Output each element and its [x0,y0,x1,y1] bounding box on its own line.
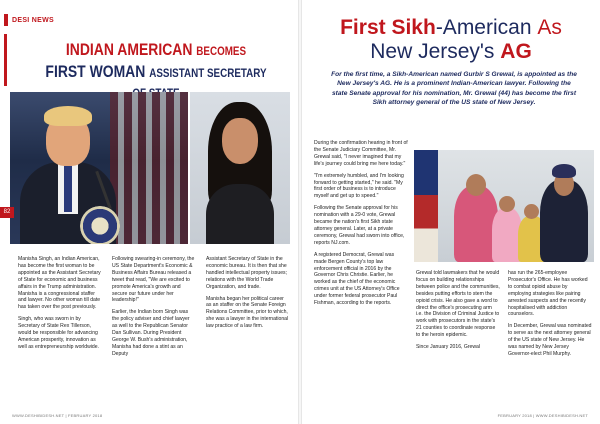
paragraph: Following swearing-in ceremony, the US State Department's Economic & Business Affairs Bureau released a tweet that read, "We are excited to promote America's growth and secure our future under her leadership!" [112,256,195,304]
flag-background [110,92,188,244]
hair-shape [44,106,92,126]
paragraph: A registered Democrat, Grewal was made Bergen County's top law enforcement official in 2016 by the Governor Chris Christie. Earlier, he worked as the chief of the economic crimes unit at the US Attorney's Office under former federal prosecutor Paul Fishman, according to the reports. [314,251,400,307]
grewal-family-photo [414,150,594,262]
face-shape [222,118,258,164]
clothing-shape [206,184,274,244]
left-page [0,0,298,424]
left-column-2 [112,256,196,363]
trump-photo [10,92,188,244]
paragraph: Following the Senate approval for his nomination with a 29-0 vote, Grewal became the nation's first Sikh state attorney general. Later, at a private ceremony, Grewal had sworn into office, reports NJ.com. [314,205,405,246]
left-headline-small-2: ASSISTANT SECRETARY [149,66,267,80]
right-headline-red-3: AG [500,40,532,63]
paragraph: Manisha Singh, an Indian American, has become the first woman to be appointed as the Assistant Secretary of State for economic and business affairs in the Trump administration. Manisha is a congressional staffer and lawyer. No other woman till date has taken over the post previously. [18,256,101,311]
head-shape [524,204,539,219]
paragraph: In December, Grewal was nominated to serve as the next attorney general of the US state of New Jersey. He was named by New Jersey Governor-elect Phil Murphy. [508,323,592,357]
right-column-2 [416,270,500,356]
right-column-1 [314,140,408,312]
paragraph: Manisha began her political career as an staffer on the Senate Foreign Relations Committee, prior to which, she was a lawyer in the international law practice of a law firm. [206,295,289,330]
paragraph: Grewal told lawmakers that he would focus on building relationships between police and the communities, besides putting efforts to stem the opioid crisis. He also gave a word to direct the office's prosecuting arm i.e. the Division of Criminal Justice to work with prosecutors in the state's 21 counties to coordinate response to the heroin epidemic. [416,270,500,339]
presidential-seal-icon [80,206,120,244]
left-photo [10,92,290,244]
section-bar [4,14,8,26]
paragraph: has run the 265-employee Prosecutor's Office. He has worked to combat opioid abuse by employing strategies like pairing arrested suspects and the recently hospitalised with addiction counselors. [508,270,588,318]
left-column-1 [18,256,102,356]
right-footer: FEBRUARY 2018 | WWW.DESHIBIDESH.NET [497,413,588,418]
page-number: 82 [0,207,14,218]
paragraph: Earlier, the Indian born Singh was the policy adviser and chief lawyer as well to the Republican Senator Dan Sullivan. During President George W. Bush's administration, Manisha had done a stint as an Deputy [112,309,190,357]
right-headline-red-2: As [537,16,562,39]
left-footer: WWW.DESHIBIDESH.NET | FEBRUARY 2018 [12,413,103,418]
right-page [302,0,600,424]
head-shape [466,174,486,196]
right-headline-red: First Sikh [340,16,436,39]
tie-shape [64,166,72,212]
right-headline-line2 [302,40,600,64]
manisha-photo [190,92,290,244]
right-headline-navy: -American [435,16,532,39]
headline-rule [4,34,7,86]
right-column-3 [508,270,592,363]
section-tag [4,14,54,26]
paragraph: Assistant Secretary of State in the economic bureau. It is then that she handled intellectual property issues; relations with the World Trade Organization, and trade. [206,256,287,290]
head-shape [499,196,515,212]
paragraph: Since January 2016, Grewal [416,344,480,351]
flag-background [414,150,438,262]
left-headline-small-1: BECOMES [196,44,247,58]
left-column-3 [206,256,290,335]
left-headline-line1 [41,40,271,60]
section-label: DESI NEWS [12,16,54,24]
left-headline-main-1: INDIAN AMERICAN [65,40,193,59]
right-headline-line1 [302,16,600,40]
paragraph: "I'm extremely humbled, and I'm looking forward to getting started," he said. "My first order of business is to introduce myself and get up to speed." [314,172,404,200]
left-headline-main-2: FIRST WOMAN [45,62,146,81]
paragraph: Singh, who was sworn in by Secretary of State Rex Tillerson, would be responsible for advancing American prosperity, innovation as well as entrepreneurship worldwide. [18,316,99,350]
right-headline-navy-2: New Jersey's [370,40,495,63]
lede-paragraph: For the first time, a Sikh-American named Gurbir S Grewal, is appointed as the New Jersey's AG. He is a prominent Indian-American lawyer. Following the state Senate approval for his nomination, Mr. Grewal (44) has become the first Sikh attorney general of the US state of New Jersey. [331,71,577,107]
paragraph: During the confirmation hearing in front of the Senate Judiciary Committee, Mr. Grewal said, "I never imagined that my life's journey could bring me here today." [314,140,408,167]
turban-shape [552,164,576,178]
